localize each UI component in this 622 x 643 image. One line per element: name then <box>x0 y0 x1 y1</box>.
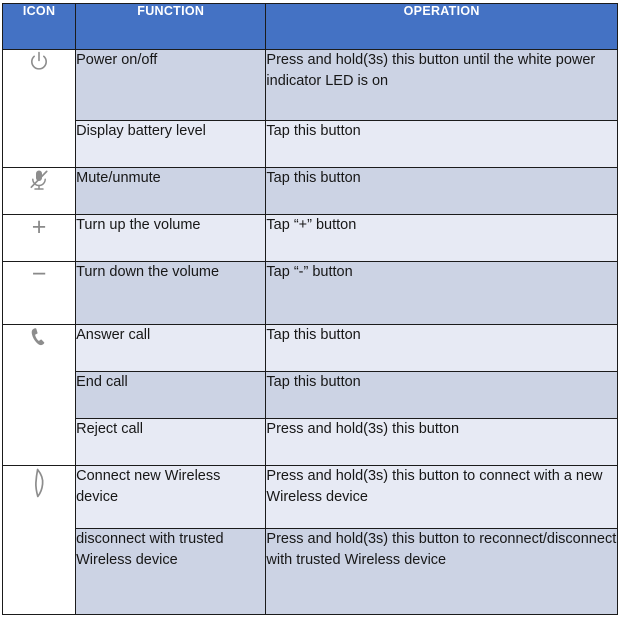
function-cell: Display battery level <box>76 121 266 168</box>
operation-cell: Press and hold(3s) this button until the white power indicator LED is on <box>266 50 618 121</box>
column-header-icon: ICON <box>3 4 76 50</box>
power-icon <box>27 50 51 74</box>
table-header-row <box>3 4 618 50</box>
function-cell: Mute/unmute <box>76 168 266 215</box>
volume-down-minus-icon: − <box>31 260 47 288</box>
table-row <box>3 50 618 121</box>
operation-cell: Tap this button <box>266 168 618 215</box>
table-row <box>3 262 618 325</box>
operation-cell: Tap this button <box>266 121 618 168</box>
function-cell: End call <box>76 372 266 419</box>
operation-cell: Tap “+” button <box>266 215 618 262</box>
function-cell: Answer call <box>76 325 266 372</box>
table-row <box>3 168 618 215</box>
column-header-function: FUNCTION <box>76 4 266 50</box>
bluetooth-wireless-icon <box>28 466 50 500</box>
icon-function-operation-table <box>2 3 618 615</box>
table-row <box>3 372 618 419</box>
function-cell: Reject call <box>76 419 266 466</box>
function-cell: Turn down the volume <box>76 262 266 325</box>
function-cell: Power on/off <box>76 50 266 121</box>
table-row <box>3 215 618 262</box>
table-body <box>3 50 618 615</box>
table-row <box>3 419 618 466</box>
icon-function-operation-table-container <box>2 3 618 615</box>
icon-cell-volume-down <box>3 262 76 325</box>
phone-handset-icon <box>26 325 52 351</box>
icon-cell-volume-up <box>3 215 76 262</box>
table-row <box>3 466 618 529</box>
operation-cell: Tap “-” button <box>266 262 618 325</box>
icon-cell-wireless <box>3 466 76 615</box>
icon-cell-power <box>3 50 76 168</box>
operation-cell: Tap this button <box>266 325 618 372</box>
icon-cell-phone <box>3 325 76 466</box>
operation-cell: Tap this button <box>266 372 618 419</box>
icon-cell-mute <box>3 168 76 215</box>
function-cell: Connect new Wireless device <box>76 466 266 529</box>
operation-cell: Press and hold(3s) this button <box>266 419 618 466</box>
column-header-operation: OPERATION <box>266 4 618 50</box>
function-cell: disconnect with trusted Wireless device <box>76 529 266 615</box>
function-cell: Turn up the volume <box>76 215 266 262</box>
mute-microphone-icon <box>28 168 50 192</box>
table-row <box>3 325 618 372</box>
volume-up-plus-icon: + <box>31 213 47 241</box>
operation-cell: Press and hold(3s) this button to reconnect/disconnect with trusted Wireless device <box>266 529 618 615</box>
table-row <box>3 529 618 615</box>
operation-cell: Press and hold(3s) this button to connect with a new Wireless device <box>266 466 618 529</box>
table-row <box>3 121 618 168</box>
table-header <box>3 4 618 50</box>
